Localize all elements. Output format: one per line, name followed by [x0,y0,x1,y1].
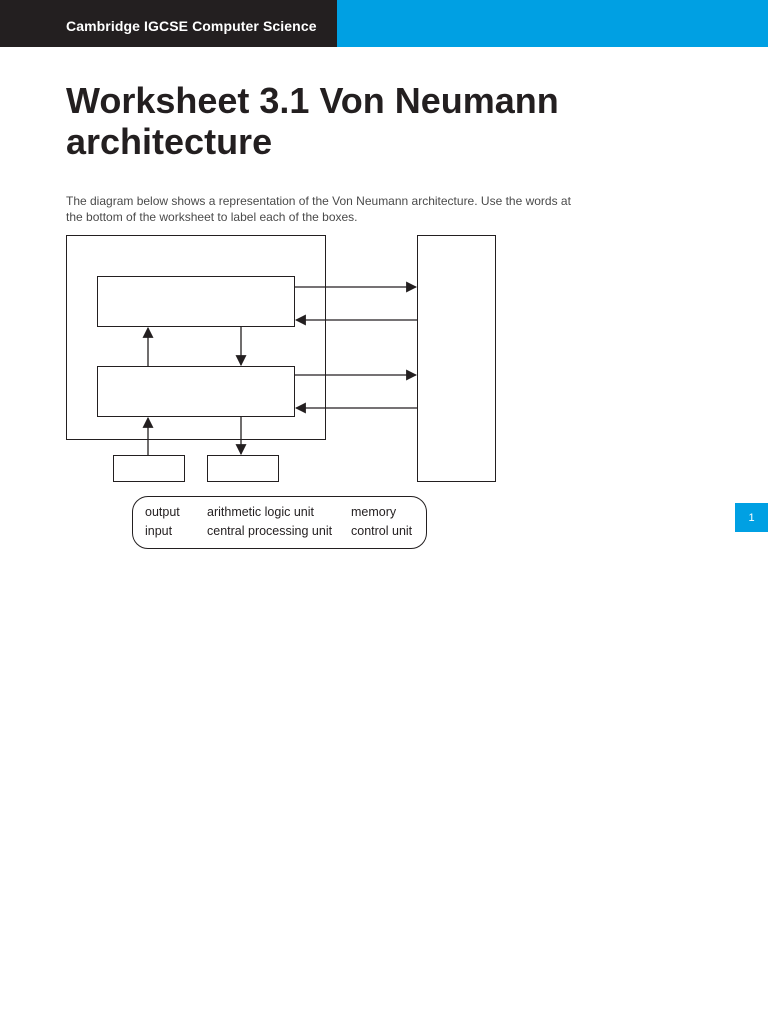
word-central-processing-unit: central processing unit [207,524,333,538]
word-control-unit: control unit [351,524,413,538]
intro-text: The diagram below shows a representation of the Von Neumann architecture. Use the words at the bottom of the worksheet to label each of the boxes. [66,194,571,224]
word-memory: memory [351,505,397,519]
input-box [114,456,185,482]
page-title: Worksheet 3.1 Von Neumann architecture [66,80,559,162]
upper-inner-box [98,277,295,327]
word-input: input [145,524,173,538]
memory-box [418,236,496,482]
cpu-box [67,236,326,440]
output-box [208,456,279,482]
word-arithmetic-logic-unit: arithmetic logic unit [207,505,314,519]
page-number: 1 [735,503,768,532]
word-bank [132,496,427,549]
lower-inner-box [98,367,295,417]
header-title: Cambridge IGCSE Computer Science [66,18,317,34]
word-output: output [145,505,180,519]
